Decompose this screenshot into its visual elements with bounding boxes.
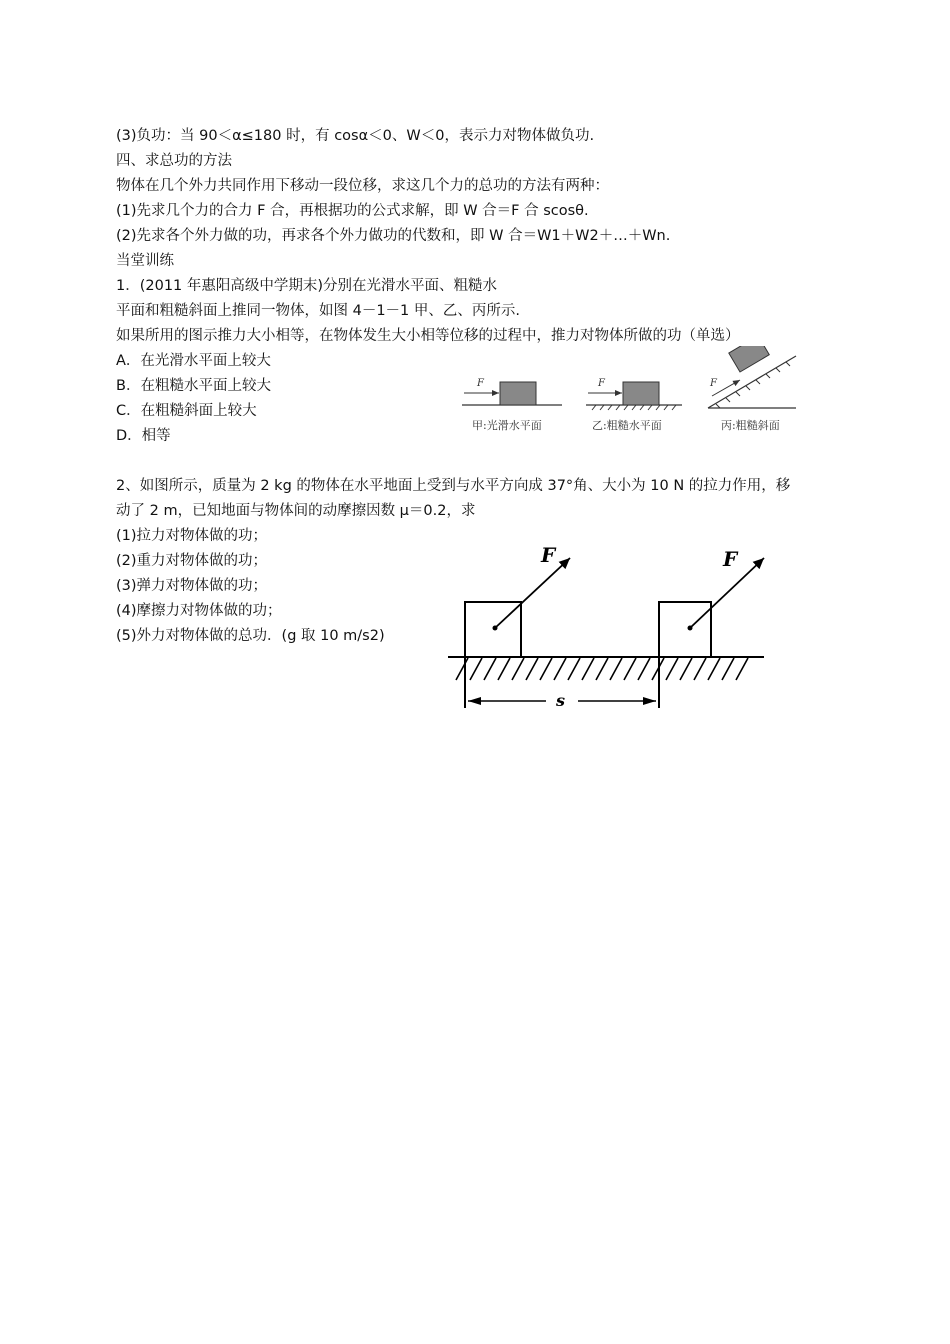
section-heading: 当堂训练 [116, 253, 174, 269]
question-1-line: 1．(2011 年惠阳高级中学期末)分别在光滑水平面、粗糙水 [116, 278, 498, 294]
question-2-sub: (3)弹力对物体做的功； [116, 578, 268, 594]
question-2-sub: (2)重力对物体做的功； [116, 553, 268, 569]
force-arrow [495, 558, 570, 628]
text-line: (1)先求几个力的合力 F 合，再根据功的公式求解，即 W 合＝F 合 scosθ. [116, 203, 589, 219]
text-line: (3)负功：当 90＜α≤180 时，有 cosα＜0、W＜0，表示力对物体做负功. [116, 128, 595, 144]
block [623, 382, 659, 405]
force-label: F [541, 543, 556, 567]
figure-push-surfaces [458, 346, 803, 438]
text-line: 物体在几个外力共同作用下移动一段位移，求这几个力的总功的方法有两种： [116, 178, 609, 194]
text-line: (2)先求各个外力做的功，再求各个外力做功的代数和，即 W 合＝W1＋W2＋…＋Wn. [116, 228, 671, 244]
force-label: F [710, 378, 717, 389]
question-2-line: 动了 2 m，已知地面与物体间的动摩擦因数 μ＝0.2，求 [116, 503, 476, 519]
question-2-sub: (1)拉力对物体做的功； [116, 528, 268, 544]
figure-pulled-block [446, 540, 771, 712]
panel-rough-horizontal [586, 378, 682, 432]
option-a: A．在光滑水平面上较大 [116, 353, 271, 369]
option-b: B．在粗糙水平面上较大 [116, 378, 271, 394]
displacement-label: s [556, 691, 566, 710]
ground-hatching [456, 658, 748, 680]
question-1-line: 平面和粗糙斜面上推同一物体，如图 4－1－1 甲、乙、丙所示. [116, 303, 521, 319]
question-2-sub: (5)外力对物体做的总功．(g 取 10 m/s2) [116, 628, 385, 644]
section-heading: 四、求总功的方法 [116, 153, 232, 169]
question-2-line: 2、如图所示，质量为 2 kg 的物体在水平地面上受到与水平方向成 37°角、大小为 10 N 的拉力作用，移 [116, 478, 791, 494]
option-d: D．相等 [116, 428, 171, 444]
block [729, 346, 769, 372]
block [500, 382, 536, 405]
caption-incline: 丙:粗糙斜面 [721, 419, 780, 432]
force-label: F [723, 547, 738, 571]
panel-rough-incline [708, 346, 796, 432]
force-label: F [477, 378, 484, 389]
block-end [659, 602, 711, 657]
caption-smooth: 甲:光滑水平面 [472, 419, 542, 432]
question-1-line: 如果所用的图示推力大小相等，在物体发生大小相等位移的过程中，推力对物体所做的功（单选） [116, 328, 740, 344]
caption-rough: 乙:粗糙水平面 [592, 419, 662, 432]
panel-smooth-horizontal [462, 378, 562, 432]
force-label: F [598, 378, 605, 389]
option-c: C．在粗糙斜面上较大 [116, 403, 257, 419]
question-2-sub: (4)摩擦力对物体做的功； [116, 603, 282, 619]
